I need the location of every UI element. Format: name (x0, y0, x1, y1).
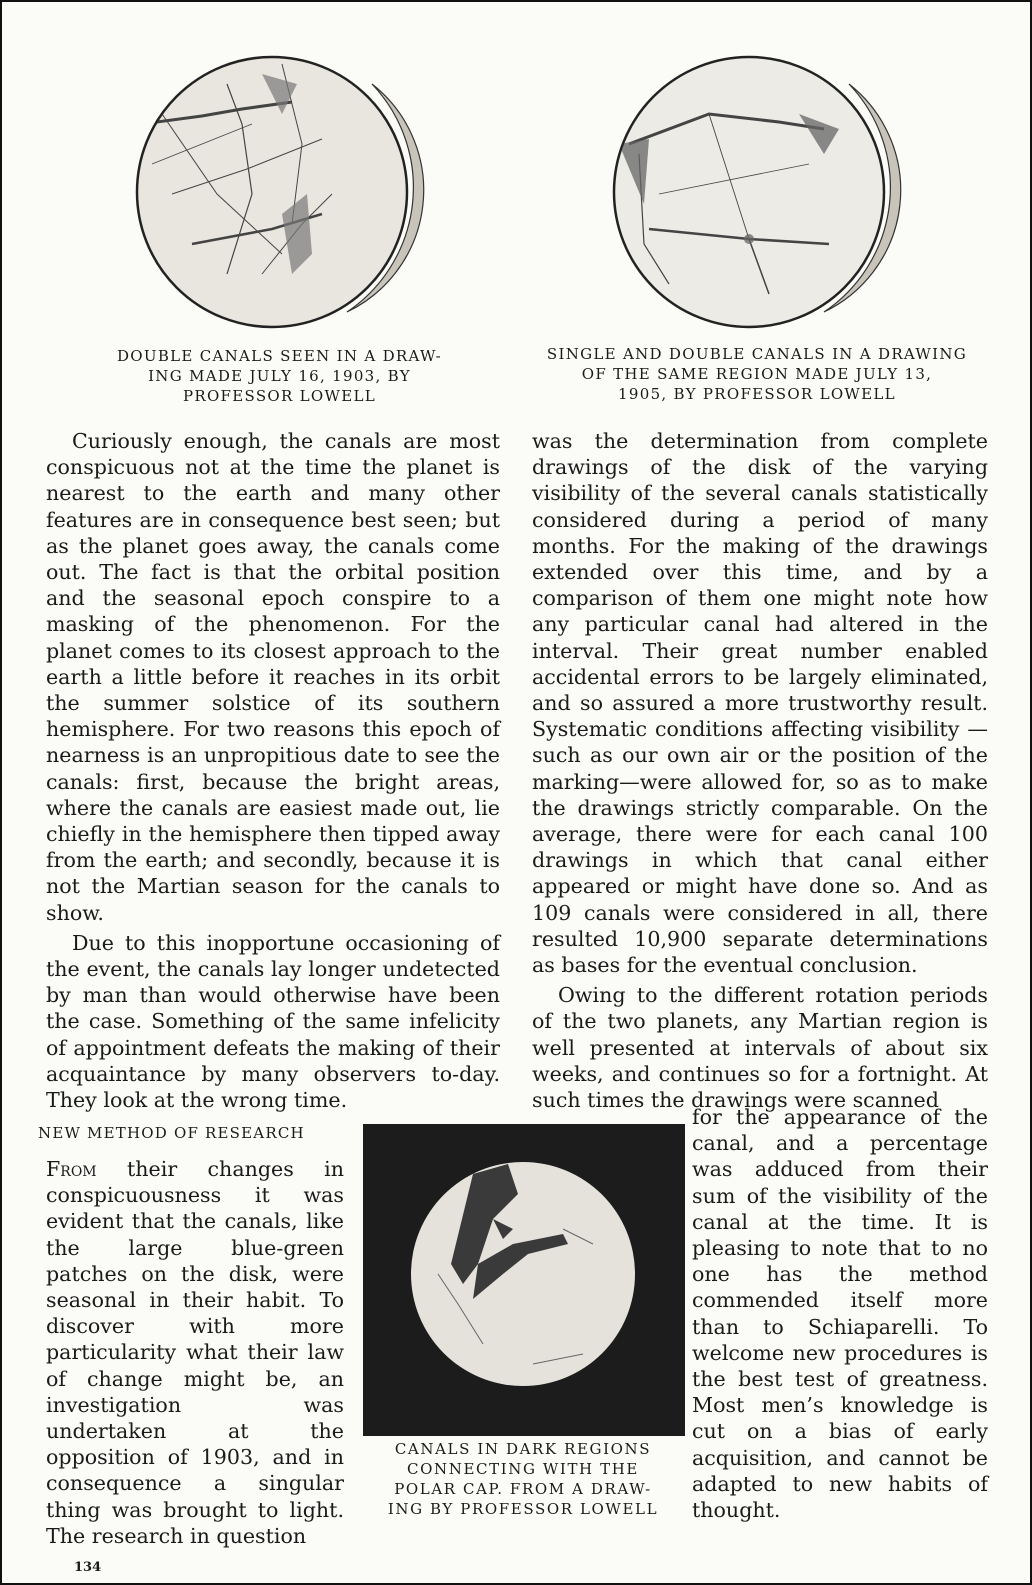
figure-caption-center: CANALS IN DARK REGIONS CONNECTING WITH THE POLAR CAP. FROM A DRAW- ING BY PROFESSOR LOWELL (387, 1440, 659, 1518)
drop-word: From (46, 1157, 97, 1181)
mars-polar-cap-figure (363, 1124, 685, 1436)
figure-caption-right: SINGLE AND DOUBLE CANALS IN A DRAWING OF THE SAME REGION MADE JULY 13, 1905, BY PROFESSOR LOWELL (546, 345, 968, 403)
page-number: 134 (74, 1560, 102, 1575)
section-heading: NEW METHOD OF RESEARCH (38, 1124, 305, 1142)
mars-drawing-1905 (609, 44, 903, 344)
paragraph: Due to this inopportune occasioning of the event, the canals lay longer undetected by man than would otherwise have been the case. Something of the same infelicity of appointment defeats the making of their acquaintance by many observers to-day. They look at the wrong time. (46, 930, 500, 1113)
right-column-text (532, 428, 988, 1113)
mars-drawing-1903 (132, 44, 426, 344)
paragraph: From their changes in conspicuousness it was evident that the canals, like the large blue-green patches on the disk, were seasonal in their habit. To discover with more particularity what their law of change might be, an investigation was undertaken at the opposition of 1903, and in consequence a singular thing was brought to light. The research in question (46, 1157, 344, 1548)
paragraph: for the appearance of the canal, and a percentage was adduced from their sum of the visibility of the canal at the time. It is pleasing to note that to no one has the method commended itself more than to Schiaparelli. To welcome new procedures is the best test of greatness. Most men’s knowledge is cut on a bias of early acquisition, and cannot be adapted to new habits of thought. (692, 1105, 988, 1523)
paragraph: was the determination from complete drawings of the disk of the varying visibility of the several canals statistically considered during a period of many months. For the making of the drawings extended over this time, and by a comparison of them one might note how any particular canal had altered in the interval. Their great number enabled accidental errors to be largely eliminated, and so assured a more trustworthy result. Systematic conditions affecting visibility —such as our own air or the position of the marking—were allowed for, so as to make the drawings strictly comparable. On the average, there were for each canal 100 drawings in which that canal either appeared or might have done so. And as 109 canals were considered in all, there resulted 10,900 separate determinations as bases for the eventual conclusion. (532, 429, 988, 978)
right-narrow-text (692, 1104, 988, 1523)
figure-caption-left: DOUBLE CANALS SEEN IN A DRAW- ING MADE JULY 16, 1903, BY PROFESSOR LOWELL (116, 347, 443, 405)
section-text (46, 1156, 344, 1549)
left-column-text (46, 428, 500, 1113)
paragraph: Curiously enough, the canals are most conspicuous not at the time the planet is nearest to the earth and many other features are in consequence best seen; but as the planet goes away, the canals come out. The fact is that the orbital position and the seasonal epoch conspire to a masking of the phenomenon. For the planet comes to its closest approach to the earth a little before it reaches in its orbit the summer solstice of its southern hemisphere. For two reasons this epoch of nearness is an unpropitious date to see the canals: first, because the bright areas, where the canals are easiest made out, lie chiefly in the hemisphere then tipped away from the earth; and secondly, because it is not the Martian season for the canals to show. (46, 429, 500, 925)
paragraph: Owing to the different rotation periods of the two planets, any Martian region is well presented at intervals of about six weeks, and continues so for a fortnight. At such times the drawings were scanned (532, 983, 988, 1113)
